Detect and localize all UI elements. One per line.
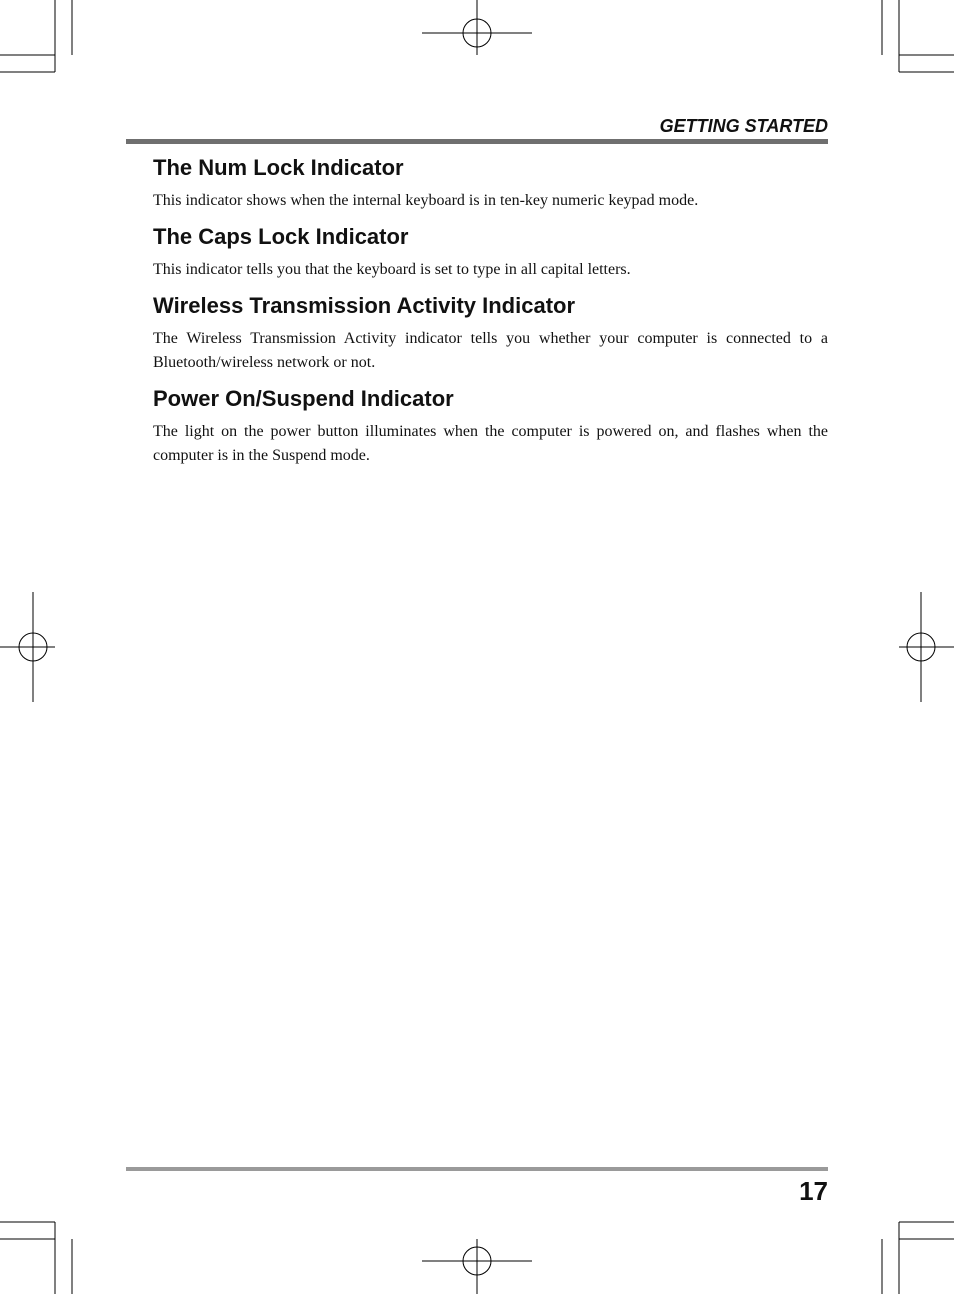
- running-header-title: GETTING STARTED: [659, 116, 828, 136]
- section-body: This indicator shows when the internal keyboard is in ten-key numeric keypad mode.: [153, 192, 699, 209]
- section-power-suspend: [153, 383, 828, 468]
- section-body: The Wireless Transmission Activity indicator tells you whether your computer is connected to a Bluetooth/wireless network or not.: [153, 330, 828, 371]
- page-number: 17: [799, 1176, 828, 1206]
- section-caps-lock: [153, 221, 828, 282]
- section-num-lock: [153, 152, 828, 213]
- header-rule: [126, 139, 828, 144]
- section-heading: Power On/Suspend Indicator: [153, 386, 454, 411]
- section-heading: Wireless Transmission Activity Indicator: [153, 293, 576, 318]
- section-body: This indicator tells you that the keyboard is set to type in all capital letters.: [153, 261, 631, 278]
- section-heading: The Num Lock Indicator: [153, 155, 404, 180]
- section-wireless-activity: [153, 290, 828, 375]
- section-body: The light on the power button illuminates when the computer is powered on, and flashes when the computer is in the Suspend mode.: [153, 423, 828, 464]
- page-content: [153, 152, 828, 476]
- section-heading: The Caps Lock Indicator: [153, 224, 409, 249]
- footer-rule: [126, 1167, 828, 1171]
